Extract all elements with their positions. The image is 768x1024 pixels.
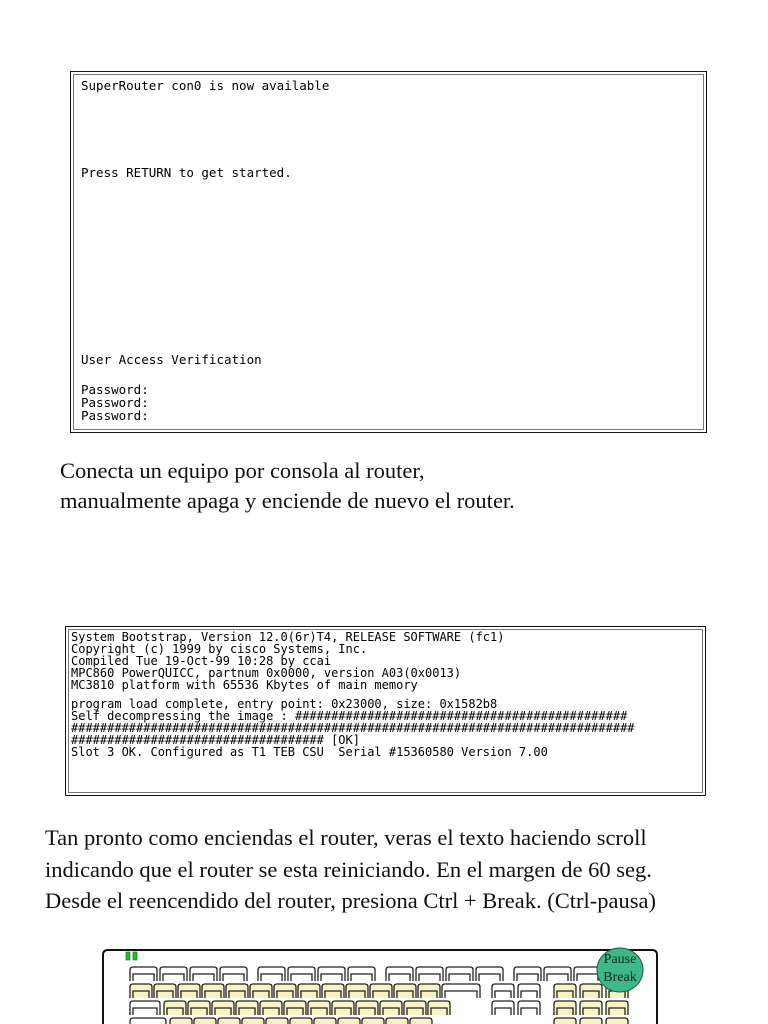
keyboard-key [554,1001,576,1015]
instruction-caption-1 [60,456,515,516]
keyboard-key [428,1001,450,1015]
keyboard-key [554,1018,576,1024]
keyboard-key [394,984,416,998]
keyboard-key [442,984,480,998]
terminal-line: Password: [81,382,149,397]
keyboard-key [178,984,200,998]
keyboard-key [242,1018,264,1024]
keyboard-key [190,967,217,981]
keyboard-key [404,1001,426,1015]
keyboard-illustration [100,946,660,1024]
keyboard-key [492,984,514,998]
keyboard-key [218,1018,240,1024]
terminal-line: User Access Verification [81,352,262,367]
terminal-line: MPC860 PowerQUICC, partnum 0x0000, version A03(0x0013) [71,666,462,680]
terminal-line: MC3810 platform with 65536 Kbytes of main memory [71,678,418,692]
terminal-line: ############################################################################## [71,721,635,735]
keyboard-key [130,1018,166,1024]
terminal-line: Password: [81,395,149,410]
keyboard-key [606,1018,628,1024]
keyboard-key [580,1018,602,1024]
keyboard-key [202,984,224,998]
keyboard-key [318,967,345,981]
caption-line: Tan pronto como enciendas el router, veras el texto haciendo scroll [45,825,647,850]
terminal-line: Slot 3 OK. Configured as T1 TEB CSU Serial #15360580 Version 7.00 [71,745,548,759]
keyboard-key [188,1001,210,1015]
keyboard-key [332,1001,354,1015]
keyboard-key [446,967,473,981]
keyboard-key [220,967,247,981]
keyboard-key [476,967,503,981]
keyboard-key [346,984,368,998]
break-key-label: Break [603,970,637,985]
keyboard-key [380,1001,402,1015]
caption-line: manualmente apaga y enciende de nuevo el router. [60,488,515,513]
keyboard-key [164,1001,186,1015]
keyboard-indicator-light [133,952,137,960]
keyboard-key [130,984,152,998]
instruction-caption-2 [45,822,656,917]
keyboard-key [554,984,576,998]
keyboard-key [130,967,157,981]
terminal-line: Copyright (c) 1999 by cisco Systems, Inc. [71,642,368,656]
keyboard-key [606,1001,628,1015]
terminal-line: Press RETURN to get started. [81,165,292,180]
keyboard-key [348,967,375,981]
keyboard-key [580,984,602,998]
keyboard-key [416,967,443,981]
keyboard-key [298,984,320,998]
keyboard-key [544,967,571,981]
keyboard-key [160,967,187,981]
keyboard-key [322,984,344,998]
keyboard-key [356,1001,378,1015]
terminal-line: Password: [81,408,149,423]
keyboard-key [418,984,440,998]
caption-line: Conecta un equipo por consola al router, [60,458,425,483]
console-login-terminal[interactable] [70,71,707,433]
keyboard-key [362,1018,384,1024]
keyboard-key [308,1001,330,1015]
caption-line: Desde el reencendido del router, presiona Ctrl + Break. (Ctrl-pausa) [45,888,656,913]
keyboard-key [284,1001,306,1015]
keyboard-key [154,984,176,998]
keyboard-key [410,1018,432,1024]
keyboard-key [266,1018,288,1024]
keyboard-key [236,1001,258,1015]
keyboard-key [518,984,540,998]
caption-line: indicando que el router se esta reiniciando. En el margen de 60 seg. [45,856,652,882]
keyboard-key [226,984,248,998]
keyboard-key [130,1001,160,1015]
keyboard-key [194,1018,216,1024]
keyboard-key [290,1018,312,1024]
terminal-line: program load complete, entry point: 0x23000, size: 0x1582b8 [71,697,498,711]
keyboard-key [386,967,413,981]
keyboard-key [314,1018,336,1024]
keyboard-key [258,967,285,981]
boot-output-terminal[interactable] [65,626,706,796]
terminal-line: Self decompressing the image : ############################################## [71,709,628,723]
keyboard-key [492,1001,514,1015]
keyboard-key [212,1001,234,1015]
pause-key-label: Pause [603,952,637,967]
pause-break-key[interactable] [597,948,643,992]
terminal-line: Compiled Tue 19-Oct-99 10:28 by ccai [71,654,332,668]
keyboard-key [514,967,541,981]
keyboard-indicator-light [126,952,130,960]
terminal-line: System Bootstrap, Version 12.0(6r)T4, RELEASE SOFTWARE (fc1) [71,630,505,644]
keyboard-key [386,1018,408,1024]
keyboard-keys [130,967,628,1024]
keyboard-key [288,967,315,981]
terminal-line: SuperRouter con0 is now available [81,78,330,93]
keyboard-key [518,1001,540,1015]
keyboard-key [170,1018,192,1024]
keyboard-key [370,984,392,998]
keyboard-key [580,1001,602,1015]
keyboard-key [338,1018,360,1024]
terminal-line: ################################### [OK] [71,733,360,747]
keyboard-key [250,984,272,998]
keyboard-key [260,1001,282,1015]
keyboard-key [274,984,296,998]
